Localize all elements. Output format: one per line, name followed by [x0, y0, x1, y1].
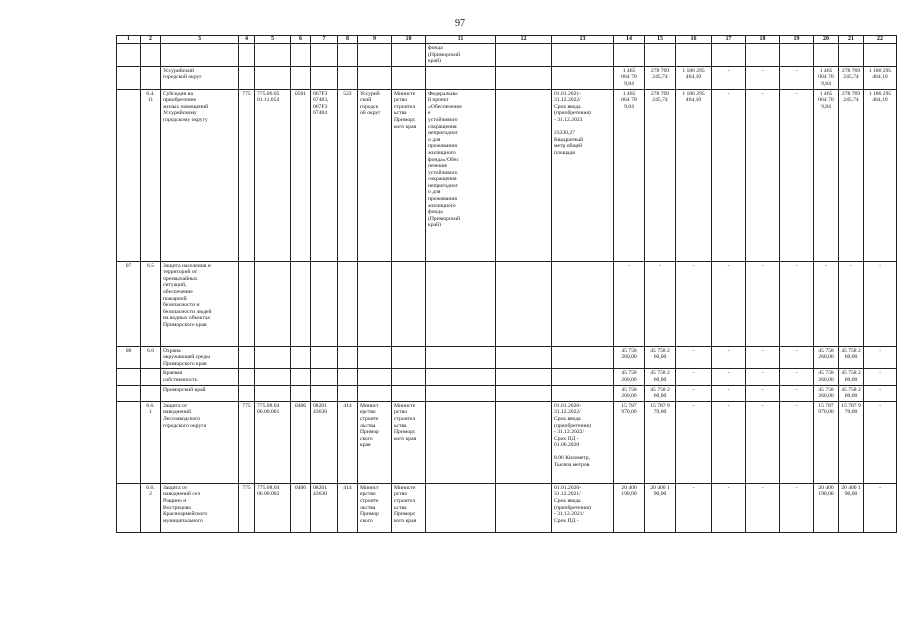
- col-header-1: 1: [117, 36, 141, 44]
- table-cell-col-3: Защита от наводнений сел Рощино и Вострецово Красноармейского муниципального: [161, 483, 239, 532]
- table-cell-col-16: -: [676, 385, 712, 401]
- table-cell-col-18: -: [746, 401, 780, 483]
- table-cell-col-22: -: [864, 346, 897, 369]
- table-cell-col-8: 414: [338, 401, 358, 483]
- table-cell-col-18: -: [746, 66, 780, 89]
- table-cell-col-5: [255, 66, 291, 89]
- table-cell-col-6: [291, 44, 311, 67]
- table-cell-col-19: -: [780, 369, 814, 385]
- table-cell-col-9: [358, 66, 392, 89]
- table-row: [117, 66, 897, 89]
- table-cell-col-7: 08201 43630: [311, 483, 338, 532]
- table-cell-col-21: 45 758 2 60,00: [839, 369, 864, 385]
- table-cell-col-11: [426, 401, 496, 483]
- table-cell-col-9: [358, 369, 392, 385]
- table-cell-col-7: [311, 369, 338, 385]
- table-cell-col-9: [358, 346, 392, 369]
- column-number-row: [117, 36, 897, 44]
- table-row: [117, 385, 897, 401]
- table-row: [117, 346, 897, 369]
- table-cell-col-6: [291, 385, 311, 401]
- table-cell-col-17: [712, 44, 746, 67]
- table-cell-col-2: [141, 369, 161, 385]
- table-cell-col-10: Министе рство строител ьства Приморс кого края: [392, 483, 426, 532]
- table-cell-col-22: [864, 44, 897, 67]
- table-cell-col-4: 775: [239, 401, 255, 483]
- table-cell-col-2: 6.6: [141, 346, 161, 369]
- table-cell-col-8: [338, 44, 358, 67]
- table-cell-col-7: 08201 43630: [311, 401, 338, 483]
- table-cell-col-5: [255, 369, 291, 385]
- table-cell-col-22: -: [864, 385, 897, 401]
- table-cell-col-17: -: [712, 89, 746, 261]
- table-cell-col-17: -: [712, 346, 746, 369]
- table-cell-col-11: [426, 346, 496, 369]
- col-header-18: 18: [746, 36, 780, 44]
- table-cell-col-19: -: [780, 346, 814, 369]
- table-cell-col-16: -: [676, 401, 712, 483]
- col-header-10: 10: [392, 36, 426, 44]
- table-cell-col-4: 775: [239, 89, 255, 261]
- table-cell-col-17: -: [712, 261, 746, 346]
- table-cell-col-5: 775.08.04 06.00.002: [255, 483, 291, 532]
- table-cell-col-14: 45 758 260,00: [614, 369, 645, 385]
- page-number: 97: [455, 18, 465, 29]
- table-cell-col-1: [117, 66, 141, 89]
- table-cell-col-6: [291, 346, 311, 369]
- table-cell-col-15: [645, 44, 676, 67]
- table-cell-col-21: 45 758 2 60,00: [839, 385, 864, 401]
- table-row: [117, 369, 897, 385]
- table-row: [117, 401, 897, 483]
- table-cell-col-15: 20 400 1 90,00: [645, 483, 676, 532]
- table-cell-col-16: -: [676, 261, 712, 346]
- table-cell-col-2: [141, 385, 161, 401]
- table-cell-col-20: 45 758 260,00: [814, 346, 839, 369]
- table-cell-col-20: 20 400 190,00: [814, 483, 839, 532]
- table-cell-col-6: 0406: [291, 483, 311, 532]
- table-cell-col-11: [426, 483, 496, 532]
- table-cell-col-18: -: [746, 346, 780, 369]
- table-cell-col-15: 278 769 245,74: [645, 66, 676, 89]
- col-header-15: 15: [645, 36, 676, 44]
- table-cell-col-22: -: [864, 369, 897, 385]
- table-cell-col-10: [392, 66, 426, 89]
- table-cell-col-18: -: [746, 89, 780, 261]
- table-cell-col-22: 1 186 295 464,10: [864, 89, 897, 261]
- table-cell-col-4: 775: [239, 483, 255, 532]
- table-cell-col-7: [311, 66, 338, 89]
- table-row: [117, 261, 897, 346]
- table-cell-col-17: -: [712, 66, 746, 89]
- table-cell-col-5: 775.06.05 01.11.054: [255, 89, 291, 261]
- table-cell-col-11: фонда (Приморский край): [426, 44, 496, 67]
- table-cell-col-14: 1 465 064 70 9,84: [614, 89, 645, 261]
- table-cell-col-12: [496, 66, 552, 89]
- table-cell-col-11: [426, 261, 496, 346]
- table-cell-col-13: [552, 369, 614, 385]
- table-cell-col-6: [291, 369, 311, 385]
- table-cell-col-19: -: [780, 66, 814, 89]
- table-cell-col-3: Защита населения и территорий от чрезвычайных ситуаций, обеспечение пожарной безопасности и безопасности людей на водных объектах Приморского края: [161, 261, 239, 346]
- table-cell-col-22: 1 186 295 464,10: [864, 66, 897, 89]
- table-cell-col-21: 20 400 1 90,00: [839, 483, 864, 532]
- table-row: [117, 44, 897, 67]
- table-cell-col-17: -: [712, 385, 746, 401]
- table-cell-col-16: -: [676, 483, 712, 532]
- table-cell-col-14: 45 758 260,00: [614, 385, 645, 401]
- table-cell-col-9: [358, 385, 392, 401]
- table-cell-col-14: [614, 44, 645, 67]
- table-cell-col-5: [255, 261, 291, 346]
- table-cell-col-15: 45 758 2 60,00: [645, 385, 676, 401]
- table-cell-col-5: 775.08.04 06.00.001: [255, 401, 291, 483]
- table-cell-col-14: 15 787 970,00: [614, 401, 645, 483]
- table-cell-col-10: [392, 346, 426, 369]
- table-cell-col-1: 07: [117, 261, 141, 346]
- table-cell-col-8: [338, 261, 358, 346]
- table-cell-col-20: 1 465 064 70 9,84: [814, 89, 839, 261]
- table-cell-col-4: [239, 44, 255, 67]
- table-cell-col-13: [552, 44, 614, 67]
- table-cell-col-4: [239, 261, 255, 346]
- table-cell-col-12: [496, 261, 552, 346]
- col-header-5: 5: [255, 36, 291, 44]
- col-header-12: 12: [496, 36, 552, 44]
- table-cell-col-14: 20 400 190,00: [614, 483, 645, 532]
- col-header-7: 7: [311, 36, 338, 44]
- table-cell-col-20: 15 787 970,00: [814, 401, 839, 483]
- table-cell-col-10: [392, 385, 426, 401]
- table-cell-col-4: [239, 369, 255, 385]
- table-cell-col-19: -: [780, 261, 814, 346]
- table-cell-col-10: Министе рство строител ьства Приморс кого края: [392, 401, 426, 483]
- table-cell-col-16: [676, 44, 712, 67]
- table-cell-col-12: [496, 44, 552, 67]
- table-cell-col-9: Минист ерство строите льства Примор ского края: [358, 401, 392, 483]
- table-cell-col-17: -: [712, 483, 746, 532]
- table-cell-col-20: [814, 44, 839, 67]
- col-header-16: 16: [676, 36, 712, 44]
- table-cell-col-20: -: [814, 261, 839, 346]
- table-cell-col-11: [426, 66, 496, 89]
- table-cell-col-3: Защита от наводнений Лесозаводского городского округа: [161, 401, 239, 483]
- table-cell-col-8: 414: [338, 483, 358, 532]
- table-cell-col-11: Федеральны й проект «Обеспечение е устойчивого сокращения непригодног о для проживания жилищного фонда»/Обес печение устойчивого сокращения непригодног о для проживания жилищного фонда (Приморский край): [426, 89, 496, 261]
- table-cell-col-1: 08: [117, 346, 141, 369]
- table-cell-col-18: -: [746, 385, 780, 401]
- table-cell-col-2: 6.6. 1: [141, 401, 161, 483]
- table-cell-col-7: [311, 385, 338, 401]
- table-cell-col-12: [496, 385, 552, 401]
- table-cell-col-6: 0406: [291, 401, 311, 483]
- table-cell-col-17: -: [712, 401, 746, 483]
- col-header-20: 20: [814, 36, 839, 44]
- table-cell-col-3: [161, 44, 239, 67]
- table-cell-col-18: [746, 44, 780, 67]
- table-cell-col-7: [311, 261, 338, 346]
- table-cell-col-16: -: [676, 346, 712, 369]
- table-cell-col-11: [426, 385, 496, 401]
- table-cell-col-21: -: [839, 261, 864, 346]
- table-cell-col-21: 278 769 245,74: [839, 66, 864, 89]
- table-cell-col-20: 45 758 260,00: [814, 369, 839, 385]
- table-cell-col-22: -: [864, 261, 897, 346]
- table-cell-col-5: [255, 385, 291, 401]
- table-cell-col-12: [496, 89, 552, 261]
- table-cell-col-2: 6.5: [141, 261, 161, 346]
- table-cell-col-7: 067F3 67483, 067F3 67484: [311, 89, 338, 261]
- table-cell-col-13: 01.01.2020- 31.12.2022/ Срок ввода (приобретения) - 31.12.2022/ Срок ПД - 01.06.2020 8.06 Километр, Тысяча метров: [552, 401, 614, 483]
- col-header-6: 6: [291, 36, 311, 44]
- table-cell-col-10: [392, 44, 426, 67]
- table-cell-col-21: 45 758 2 60,00: [839, 346, 864, 369]
- table-cell-col-7: [311, 44, 338, 67]
- table-cell-col-16: 1 186 295 464,10: [676, 89, 712, 261]
- col-header-11: 11: [426, 36, 496, 44]
- table-cell-col-11: [426, 369, 496, 385]
- table-cell-col-19: -: [780, 385, 814, 401]
- table-cell-col-3: Охрана окружающей среды Приморского края: [161, 346, 239, 369]
- table-cell-col-17: -: [712, 369, 746, 385]
- table-cell-col-1: [117, 385, 141, 401]
- table-cell-col-5: [255, 44, 291, 67]
- table-cell-col-18: -: [746, 483, 780, 532]
- table-cell-col-13: [552, 66, 614, 89]
- table-cell-col-15: 45 758 2 60,00: [645, 369, 676, 385]
- col-header-21: 21: [839, 36, 864, 44]
- table-cell-col-12: [496, 369, 552, 385]
- table-cell-col-3: Субсидия на приобретение жилых помещений Уссурийскому городскому округу: [161, 89, 239, 261]
- table-cell-col-13: 01.01.2021- 31.12.2022/ Срок ввода (приобретения) - 31.12.2023 23330,27 Квадратный метр общей площади: [552, 89, 614, 261]
- col-header-13: 13: [552, 36, 614, 44]
- table-cell-col-9: Минист ерство строите льства Примор ского: [358, 483, 392, 532]
- table-cell-col-10: [392, 261, 426, 346]
- table-cell-col-6: [291, 261, 311, 346]
- table-cell-col-4: [239, 385, 255, 401]
- table-cell-col-2: [141, 66, 161, 89]
- table-cell-col-21: 15 787 9 70,00: [839, 401, 864, 483]
- table-cell-col-22: -: [864, 483, 897, 532]
- table-cell-col-1: [117, 369, 141, 385]
- table-cell-col-19: -: [780, 401, 814, 483]
- table-cell-col-8: [338, 66, 358, 89]
- table-cell-col-14: 45 758 260,00: [614, 346, 645, 369]
- table-cell-col-9: [358, 261, 392, 346]
- table-cell-col-6: 0501: [291, 89, 311, 261]
- table-cell-col-13: 01.01.2020- 31.12.2021/ Срок ввода (приобретения) - 31.12.2021/ Срок ПД -: [552, 483, 614, 532]
- col-header-8: 8: [338, 36, 358, 44]
- table-cell-col-20: 1 465 064 70 9,84: [814, 66, 839, 89]
- col-header-14: 14: [614, 36, 645, 44]
- table-cell-col-10: Министе рство строител ьства Приморс кого края: [392, 89, 426, 261]
- table-cell-col-1: [117, 483, 141, 532]
- table-cell-col-8: 522: [338, 89, 358, 261]
- table-cell-col-13: [552, 346, 614, 369]
- table-cell-col-7: [311, 346, 338, 369]
- table-cell-col-22: -: [864, 401, 897, 483]
- table-cell-col-2: 6.4. 11: [141, 89, 161, 261]
- table-row: [117, 483, 897, 532]
- table-cell-col-14: -: [614, 261, 645, 346]
- table-cell-col-19: -: [780, 483, 814, 532]
- table-cell-col-12: [496, 346, 552, 369]
- table-cell-col-12: [496, 401, 552, 483]
- col-header-4: 4: [239, 36, 255, 44]
- table-cell-col-9: Уссурий ский городск ой округ: [358, 89, 392, 261]
- table-cell-col-3: Уссурийский городской округ: [161, 66, 239, 89]
- table-cell-col-8: [338, 346, 358, 369]
- table-cell-col-4: [239, 346, 255, 369]
- table-cell-col-8: [338, 369, 358, 385]
- table-cell-col-19: [780, 44, 814, 67]
- table-cell-col-12: [496, 483, 552, 532]
- table-cell-col-1: [117, 401, 141, 483]
- table-cell-col-10: [392, 369, 426, 385]
- table-cell-col-15: -: [645, 261, 676, 346]
- table-cell-col-4: [239, 66, 255, 89]
- table-cell-col-21: 278 769 245,74: [839, 89, 864, 261]
- table-cell-col-5: [255, 346, 291, 369]
- table-cell-col-14: 1 465 064 70 9,84: [614, 66, 645, 89]
- col-header-22: 22: [864, 36, 897, 44]
- table-cell-col-3: Приморский край: [161, 385, 239, 401]
- table-cell-col-18: -: [746, 261, 780, 346]
- budget-table: [116, 35, 897, 533]
- table-row: [117, 89, 897, 261]
- col-header-9: 9: [358, 36, 392, 44]
- table-cell-col-9: [358, 44, 392, 67]
- table-cell-col-2: 6.6. 2: [141, 483, 161, 532]
- col-header-17: 17: [712, 36, 746, 44]
- table-cell-col-18: -: [746, 369, 780, 385]
- col-header-3: 3: [161, 36, 239, 44]
- table-cell-col-20: 45 758 260,00: [814, 385, 839, 401]
- table-cell-col-16: -: [676, 369, 712, 385]
- table-cell-col-13: [552, 385, 614, 401]
- table-cell-col-15: 278 769 245,74: [645, 89, 676, 261]
- table-cell-col-2: [141, 44, 161, 67]
- table-cell-col-3: Краевая собственность: [161, 369, 239, 385]
- table-cell-col-1: [117, 89, 141, 261]
- table-cell-col-8: [338, 385, 358, 401]
- table-cell-col-13: [552, 261, 614, 346]
- col-header-19: 19: [780, 36, 814, 44]
- table-cell-col-6: [291, 66, 311, 89]
- table-cell-col-21: [839, 44, 864, 67]
- table-cell-col-19: -: [780, 89, 814, 261]
- table-cell-col-1: [117, 44, 141, 67]
- table-cell-col-15: 15 787 9 70,00: [645, 401, 676, 483]
- col-header-2: 2: [141, 36, 161, 44]
- table-cell-col-16: 1 186 295 464,10: [676, 66, 712, 89]
- table-cell-col-15: 45 758 2 60,00: [645, 346, 676, 369]
